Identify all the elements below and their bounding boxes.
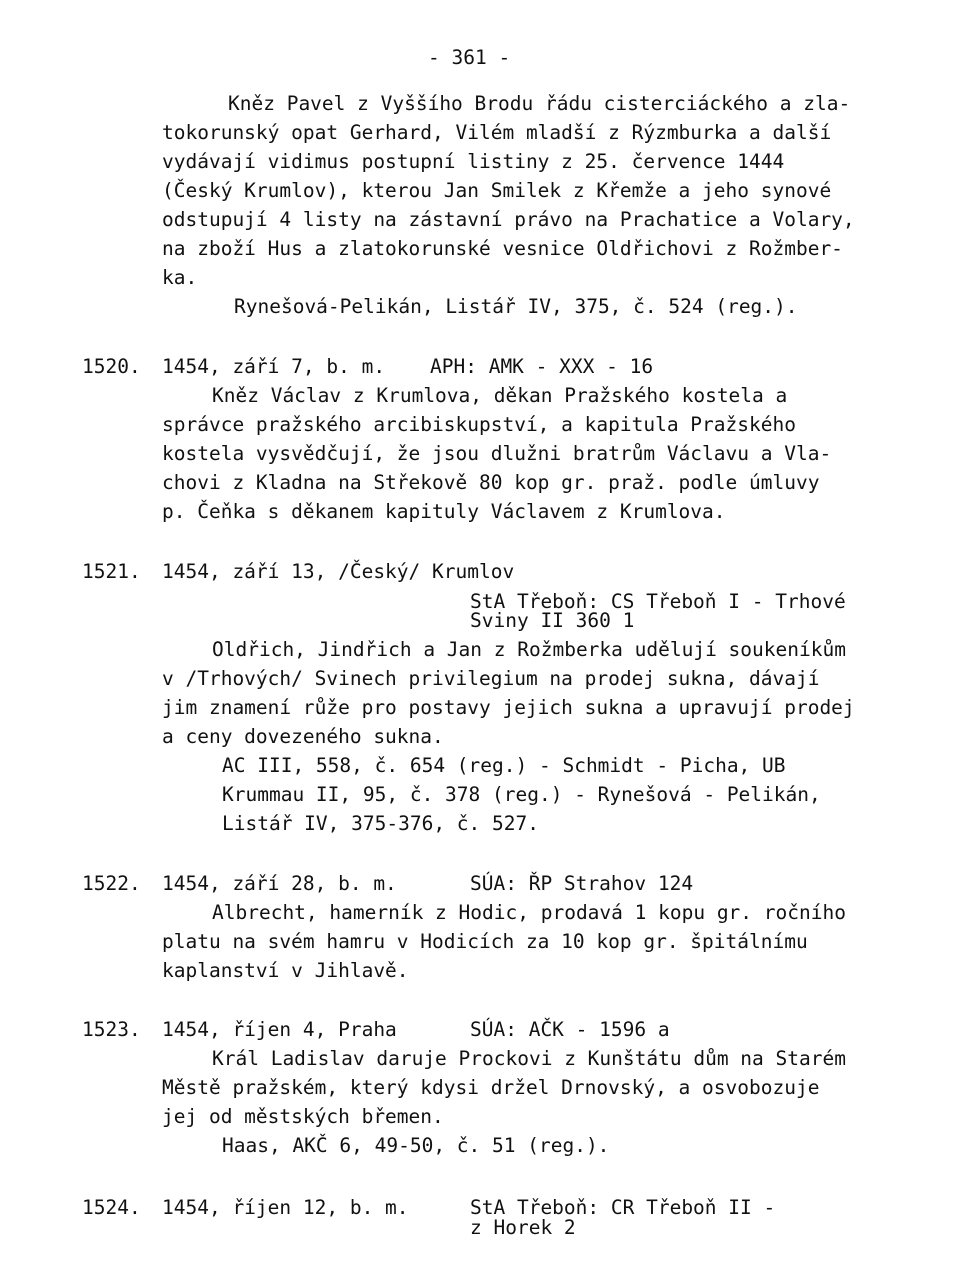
page-number: - 361 - <box>428 46 511 69</box>
entry-body-line: Oldřich, Jindřich a Jan z Rožmberka udělují soukeníkům <box>212 638 846 661</box>
entry-body-line: Král Ladislav daruje Prockovi z Kunštátu dům na Starém <box>212 1047 846 1070</box>
entry-body-line: správce pražského arcibiskupství, a kapitula Pražského <box>162 413 796 436</box>
intro-line: Kněz Pavel z Vyššího Brodu řádu cisterciáckého a zla- <box>228 92 851 115</box>
entry-body-line: jej od městských břemen. <box>162 1105 444 1128</box>
entry-body-line: Albrecht, hamerník z Hodic, prodavá 1 kopu gr. ročního <box>212 901 846 924</box>
intro-line: na zboží Hus a zlatokorunské vesnice Oldřichovi z Rožmber- <box>162 237 843 260</box>
intro-line: ka. <box>162 266 198 289</box>
entry-date: 1454, září 13, /Český/ Krumlov <box>162 560 515 583</box>
intro-line: odstupují 4 listy na zástavní právo na Prachatice a Volary, <box>162 208 855 231</box>
entry-source: SÚA: AČK - 1596 a <box>470 1018 670 1041</box>
entry-body-line: Kněz Václav z Krumlova, děkan Pražského kostela a <box>212 384 788 407</box>
entry-date: 1454, říjen 12, b. m. <box>162 1196 409 1219</box>
entry-source: SÚA: ŘP Strahov 124 <box>470 872 694 895</box>
entry-date: 1454, září 28, b. m. <box>162 872 397 895</box>
entry-source: APH: AMK - XXX - 16 <box>430 355 654 378</box>
entry-body-line: chovi z Kladna na Střekově 80 kop gr. praž. podle úmluvy <box>162 471 820 494</box>
entry-number: 1524. <box>82 1196 141 1219</box>
entry-reference-line: Haas, AKČ 6, 49-50, č. 51 (reg.). <box>222 1134 610 1157</box>
entry-number: 1522. <box>82 872 141 895</box>
entry-date: 1454, září 7, b. m. <box>162 355 386 378</box>
entry-source: StA Třeboň: CS Třeboň I - Trhové <box>470 590 846 613</box>
entry-number: 1523. <box>82 1018 141 1041</box>
intro-line: tokorunský opat Gerhard, Vilém mladší z Rýzmburka a další <box>162 121 832 144</box>
entry-number: 1521. <box>82 560 141 583</box>
entry-number: 1520. <box>82 355 141 378</box>
entry-date: 1454, říjen 4, Praha <box>162 1018 397 1041</box>
entry-body-line: kaplanství v Jihlavě. <box>162 959 409 982</box>
entry-body-line: Městě pražském, který kdysi držel Drnovský, a osvobozuje <box>162 1076 820 1099</box>
entry-body-line: p. Čeňka s děkanem kapituly Václavem z Krumlova. <box>162 500 726 523</box>
entry-body-line: v /Trhových/ Svinech privilegium na prodej sukna, dávají <box>162 667 820 690</box>
entry-reference-line: AC III, 558, č. 654 (reg.) - Schmidt - Picha, UB <box>222 754 786 777</box>
entry-source: z Horek 2 <box>470 1216 576 1239</box>
entry-body-line: jim znamení růže pro postavy jejich sukna a upravují prodej <box>162 696 855 719</box>
entry-source: Sviny II 360 1 <box>470 609 635 632</box>
entry-body-line: kostela vysvědčují, že jsou dlužni bratrům Václavu a Vla- <box>162 442 832 465</box>
entry-body-line: a ceny dovezeného sukna. <box>162 725 444 748</box>
entry-reference-line: Listář IV, 375-376, č. 527. <box>222 812 539 835</box>
intro-line: vydávají vidimus postupní listiny z 25. července 1444 <box>162 150 785 173</box>
intro-line: (Český Krumlov), kterou Jan Smilek z Křemže a jeho synové <box>162 179 832 202</box>
entry-source: StA Třeboň: CR Třeboň II - <box>470 1196 776 1219</box>
intro-reference: Rynešová-Pelikán, Listář IV, 375, č. 524 (reg.). <box>234 295 798 318</box>
entry-reference-line: Krummau II, 95, č. 378 (reg.) - Rynešová - Pelikán, <box>222 783 821 806</box>
entry-body-line: platu na svém hamru v Hodicích za 10 kop gr. špitálnímu <box>162 930 808 953</box>
